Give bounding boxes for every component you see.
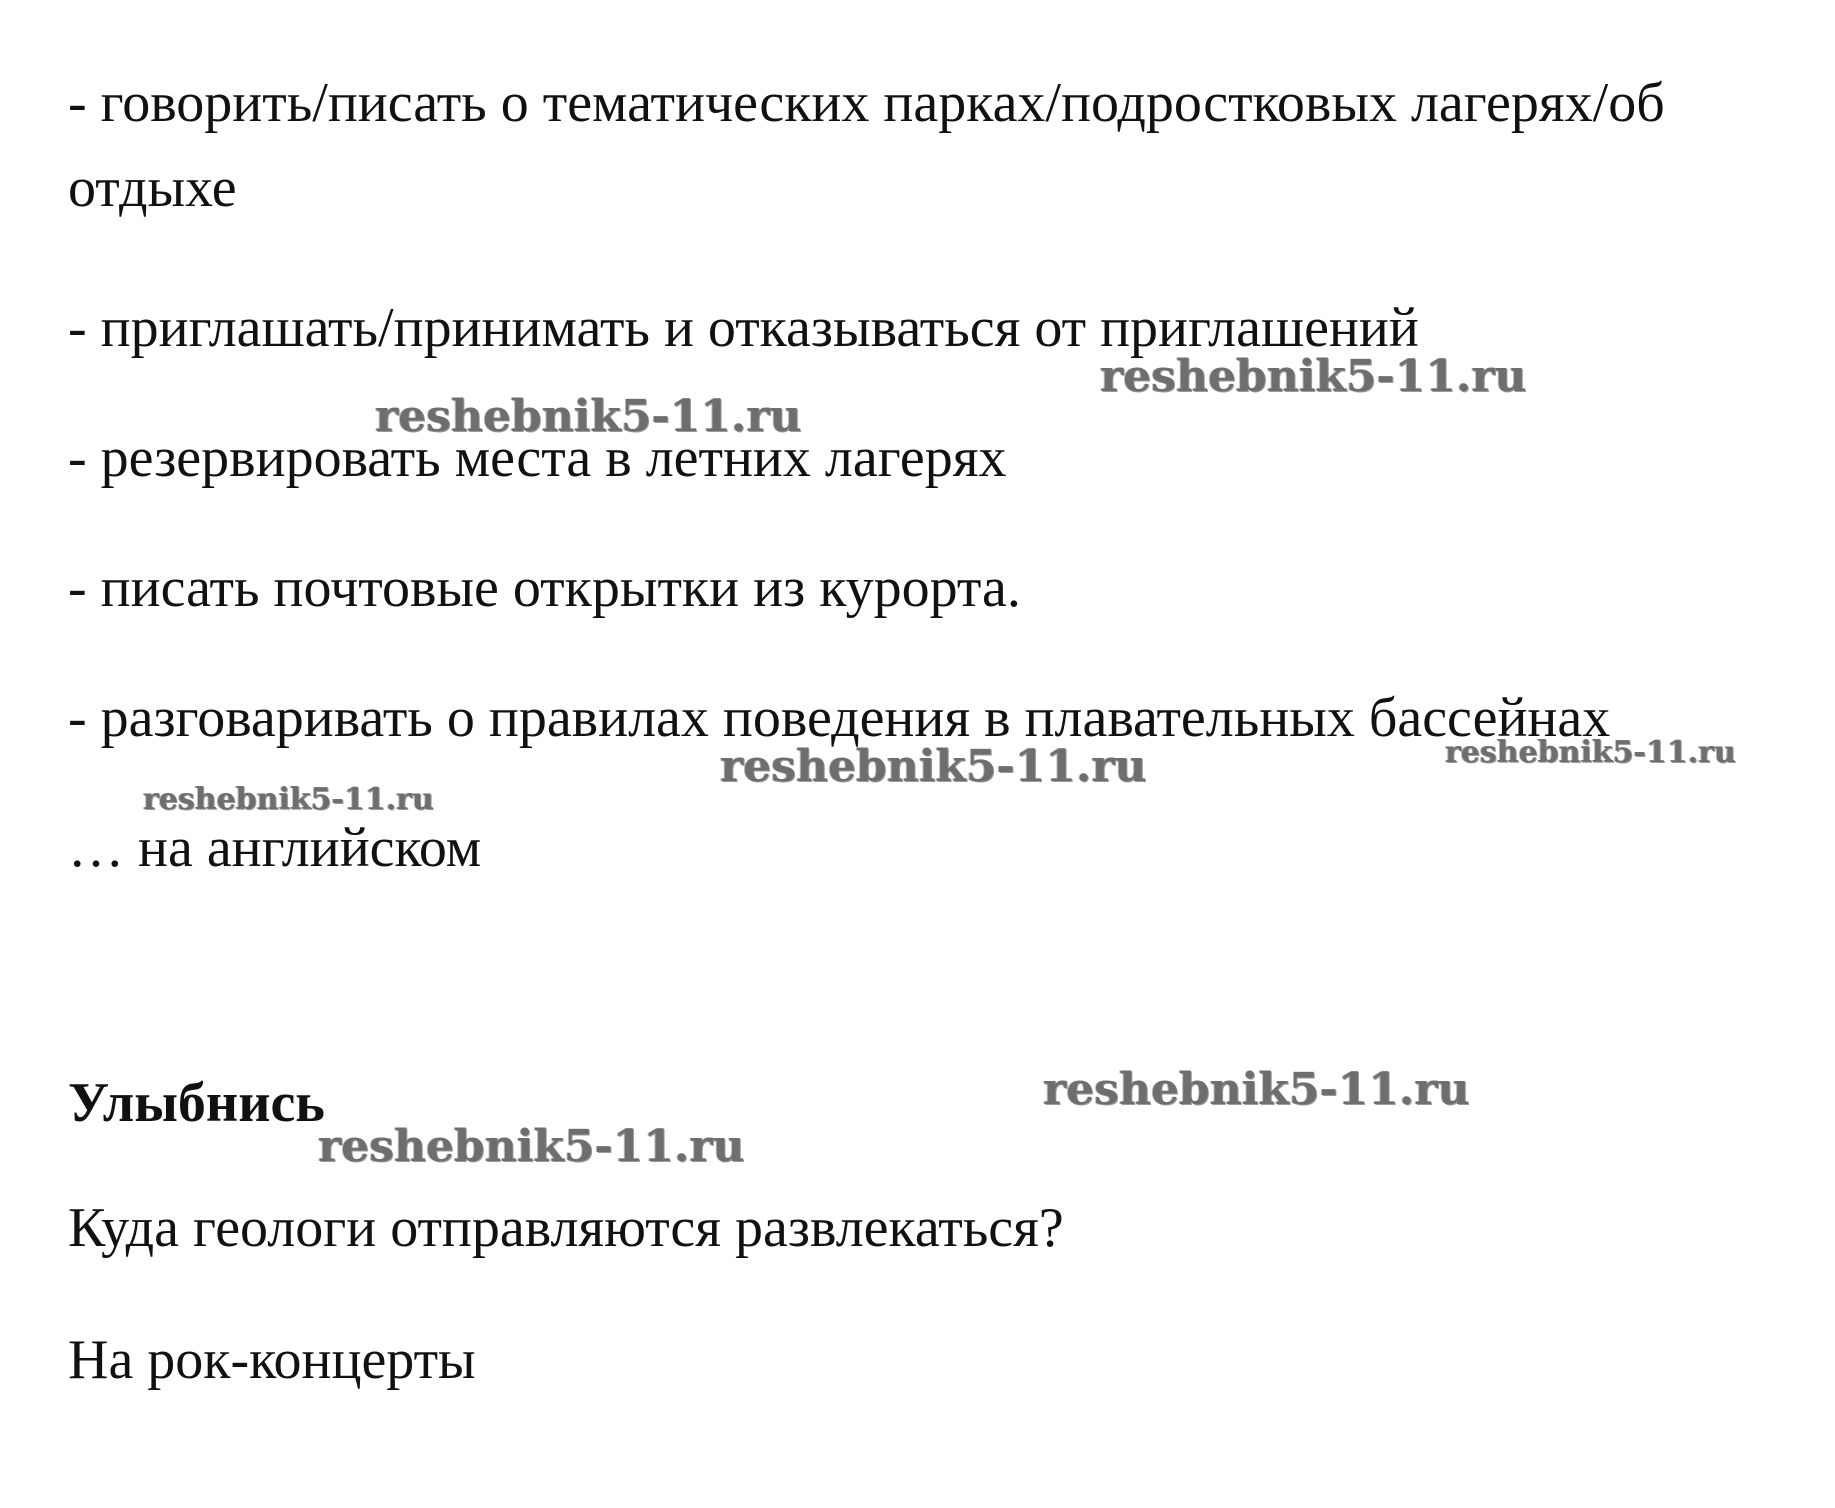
watermark-4: reshebnik5-11.ru xyxy=(1445,735,1736,770)
watermark-1: reshebnik5-11.ru xyxy=(1100,351,1527,402)
joke-question: Куда геологи отправляются развлекаться? xyxy=(68,1197,1064,1259)
watermark-5: reshebnik5-11.ru xyxy=(143,782,434,817)
watermark-7: reshebnik5-11.ru xyxy=(318,1121,745,1172)
watermark-6: reshebnik5-11.ru xyxy=(1043,1064,1470,1115)
heading-smile: Улыбнись xyxy=(68,1072,325,1134)
text-line-1: - говорить/писать о тематических парках/подростковых лагерях/об xyxy=(68,72,1665,134)
watermark-2: reshebnik5-11.ru xyxy=(375,391,802,442)
watermark-3: reshebnik5-11.ru xyxy=(720,741,1147,792)
text-line-2: отдыхе xyxy=(68,157,237,219)
text-line-6: - разговаривать о правилах поведения в плавательных бассейнах xyxy=(68,687,1611,749)
text-line-4: - резервировать места в летних лагерях xyxy=(68,427,1007,489)
text-line-3: - приглашать/принимать и отказываться от приглашений xyxy=(68,297,1419,359)
text-line-7: … на английском xyxy=(68,817,482,879)
text-line-5: - писать почтовые открытки из курорта. xyxy=(68,557,1021,619)
joke-answer: На рок-концерты xyxy=(68,1329,476,1391)
